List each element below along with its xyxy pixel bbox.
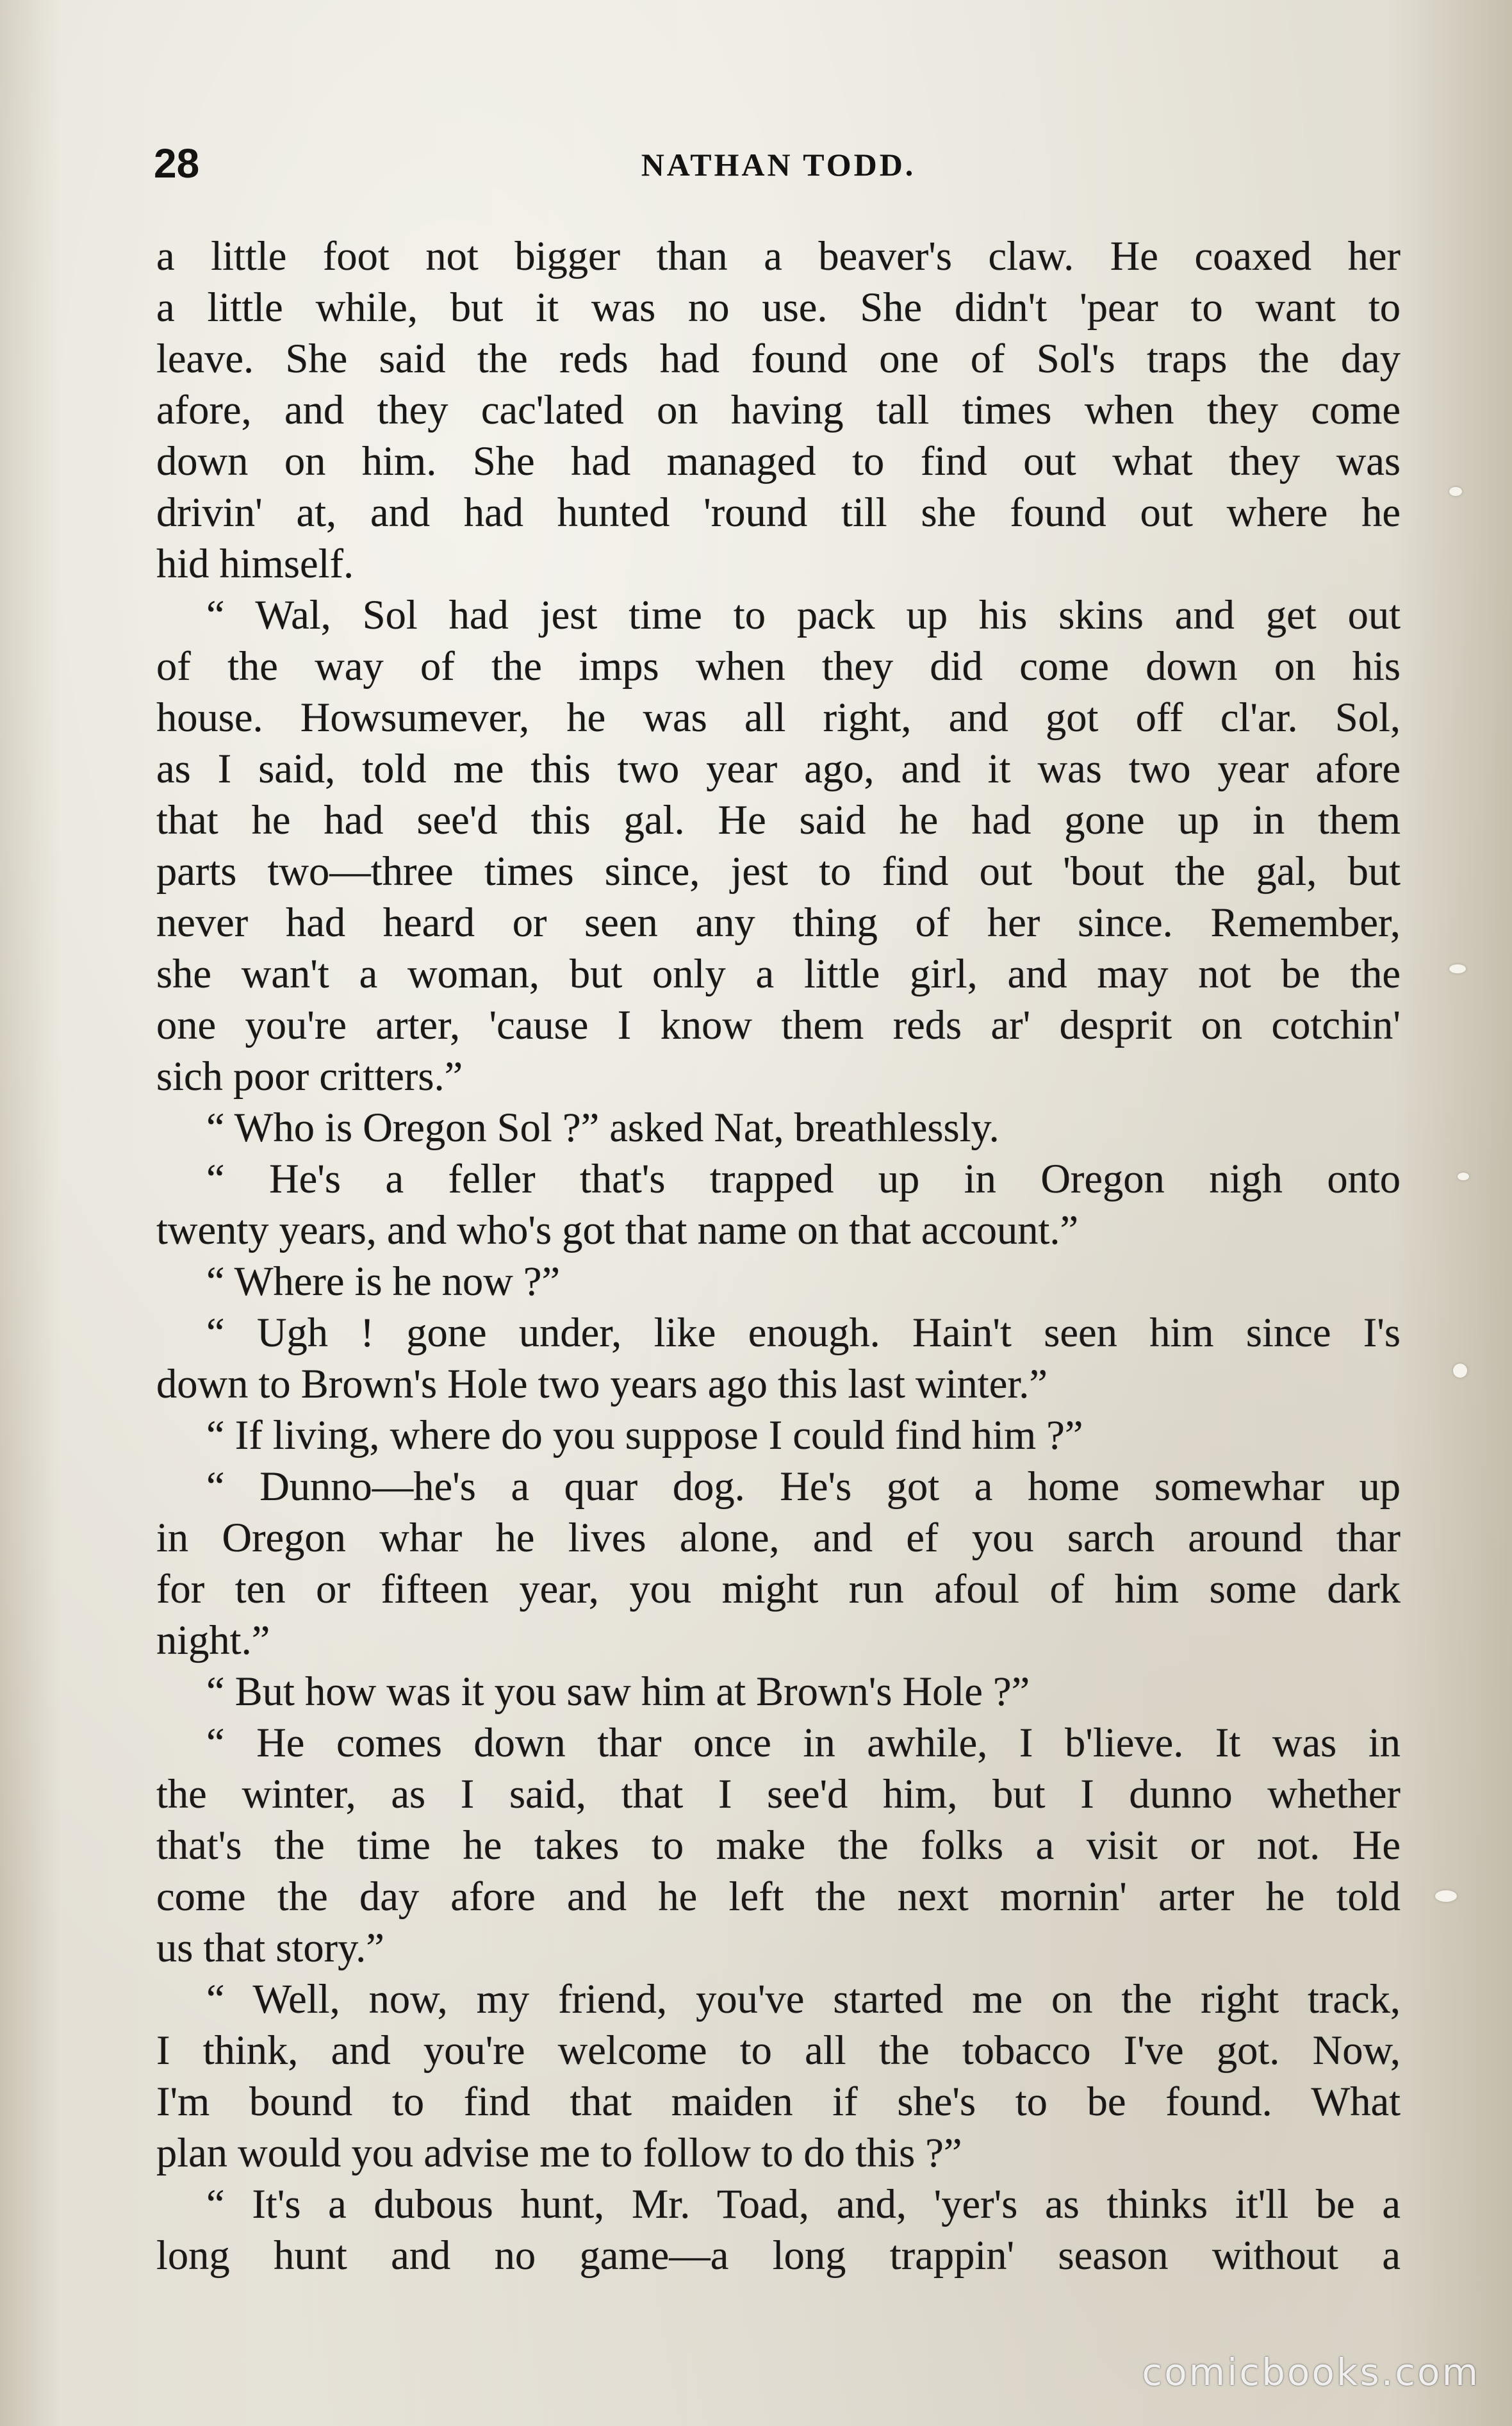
paper-speck (1449, 964, 1466, 973)
text-line: that he had see'd this gal. He said he had gone up in them (156, 797, 1401, 843)
text-line: the winter, as I said, that I see'd him, but I dunno whether (156, 1771, 1401, 1817)
page-header (154, 138, 1403, 189)
text-line: “ He comes down thar once in awhile, I b'lieve. It was in (206, 1720, 1401, 1765)
text-line: I think, and you're welcome to all the tobacco I've got. Now, (156, 2027, 1401, 2073)
body-text (156, 231, 1401, 2281)
text-line: for ten or fifteen year, you might run afoul of him some dark (156, 1566, 1401, 1612)
page-number: 28 (154, 140, 200, 186)
text-line: that's the time he takes to make the folks a visit or not. He (156, 1822, 1401, 1868)
text-line: parts two—three times since, jest to find out 'bout the gal, but (156, 848, 1401, 894)
text-line: “ Where is he now ?” (206, 1258, 561, 1304)
text-line: “ Wal, Sol had jest time to pack up his skins and get out (206, 592, 1401, 638)
text-line: house. Howsumever, he was all right, and got off cl'ar. Sol, (156, 695, 1401, 740)
text-line: as I said, told me this two year ago, and it was two year afore (156, 746, 1401, 791)
text-line: “ Dunno—he's a quar dog. He's got a home somewhar up (206, 1464, 1401, 1509)
paper-speck (1449, 487, 1462, 496)
paper-speck (1458, 1173, 1469, 1180)
text-line: leave. She said the reds had found one of Sol's traps the day (156, 336, 1401, 381)
text-line: “ Who is Oregon Sol ?” asked Nat, breathlessly. (206, 1105, 999, 1150)
text-line: of the way of the imps when they did come down on his (156, 643, 1401, 689)
text-line: one you're arter, 'cause I know them reds ar' desprit on cotchin' (156, 1002, 1401, 1048)
text-line: down to Brown's Hole two years ago this last winter.” (156, 1361, 1048, 1407)
text-line: a little foot not bigger than a beaver's claw. He coaxed her (156, 233, 1401, 279)
text-line: down on him. She had managed to find out what they was (156, 438, 1401, 484)
text-line: “ But how was it you saw him at Brown's Hole ?” (206, 1669, 1030, 1714)
text-line: in Oregon whar he lives alone, and ef you sarch around thar (156, 1515, 1401, 1560)
running-head: NATHAN TODD. (641, 147, 916, 183)
text-line: “ He's a feller that's trapped up in Oregon nigh onto (206, 1156, 1401, 1201)
text-line: drivin' at, and had hunted 'round till she found out where he (156, 490, 1401, 535)
paper-speck (1435, 1890, 1457, 1902)
text-line: afore, and they cac'lated on having tall times when they come (156, 387, 1401, 433)
watermark: comicbooks.com (1142, 2350, 1480, 2394)
text-line: she wan't a woman, but only a little girl, and may not be the (156, 951, 1401, 996)
text-line: plan would you advise me to follow to do this ?” (156, 2130, 962, 2175)
text-line: long hunt and no game—a long trappin' season without a (156, 2232, 1401, 2278)
text-line: “ It's a dubous hunt, Mr. Toad, and, 'yer's as thinks it'll be a (206, 2181, 1401, 2227)
text-line: “ If living, where do you suppose I could find him ?” (206, 1412, 1083, 1458)
text-line: never had heard or seen any thing of her since. Remember, (156, 900, 1401, 945)
text-line: sich poor critters.” (156, 1053, 463, 1099)
text-line: us that story.” (156, 1925, 384, 1970)
paper-speck (1453, 1364, 1467, 1378)
text-line: hid himself. (156, 541, 354, 586)
text-line: twenty years, and who's got that name on that account.” (156, 1207, 1079, 1253)
text-line: “ Ugh ! gone under, like enough. Hain't seen him since I's (206, 1310, 1401, 1355)
text-line: “ Well, now, my friend, you've started me on the right track, (206, 1976, 1401, 2022)
text-line: night.” (156, 1617, 270, 1663)
text-line: a little while, but it was no use. She didn't 'pear to want to (156, 285, 1401, 330)
text-line: I'm bound to find that maiden if she's to be found. What (156, 2079, 1401, 2124)
text-line: come the day afore and he left the next mornin' arter he told (156, 1874, 1401, 1919)
